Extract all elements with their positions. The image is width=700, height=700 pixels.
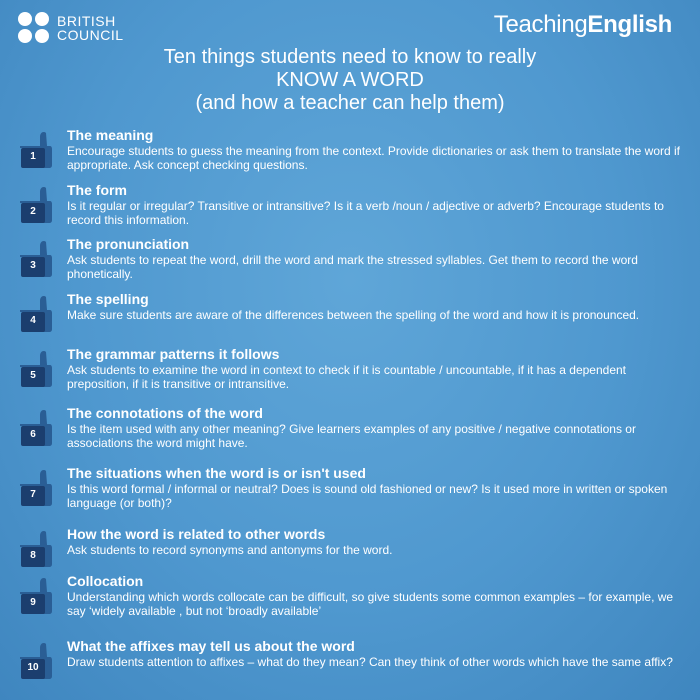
- item-title: The grammar patterns it follows: [67, 346, 280, 362]
- item-description: Understanding which words collocate can be difficult, so give students some common examples – for example, we say ‘widely available , but not ‘broadly available’: [67, 590, 674, 618]
- item-number: 9: [30, 597, 36, 608]
- item-title: How the word is related to other words: [67, 526, 326, 542]
- item-title: The form: [67, 182, 127, 198]
- item-number: 3: [30, 260, 36, 271]
- thumbs-up-icon: [18, 575, 52, 615]
- item-number: 5: [30, 370, 36, 381]
- brand-part-2: English: [587, 11, 672, 38]
- item-number: 7: [30, 489, 36, 500]
- item-number: 1: [30, 151, 36, 162]
- thumbs-up-icon: [18, 293, 52, 333]
- title-line-1: Ten things students need to know to really: [163, 46, 537, 68]
- item-title: Collocation: [67, 573, 144, 589]
- org-line-2: COUNCIL: [57, 26, 124, 43]
- item-title: The spelling: [67, 291, 149, 307]
- item-description: Ask students to repeat the word, drill the word and mark the stressed syllables. Get them to record the word phonetically.: [67, 253, 638, 281]
- item-number: 8: [30, 550, 36, 561]
- thumbs-up-icon: [18, 407, 52, 447]
- item-description: Encourage students to guess the meaning from the context. Provide dictionaries or ask them to translate the word if appropriate. Ask concept checking questions.: [67, 144, 680, 172]
- title-line-2: KNOW A WORD: [276, 69, 424, 91]
- item-number: 6: [30, 429, 36, 440]
- item-description: Make sure students are aware of the differences between the spelling of the word and how it is pronounced.: [67, 308, 640, 322]
- item-description: Is it regular or irregular? Transitive or intransitive? Is it a verb /noun / adjective or adverb? Encourage students to record this information.: [67, 199, 664, 227]
- thumbs-up-icon: [18, 238, 52, 278]
- brand-part-1: Teaching: [493, 11, 588, 38]
- item-number: 10: [27, 662, 39, 673]
- item-title: The situations when the word is or isn't used: [67, 465, 366, 481]
- org-line-1: BRITISH: [57, 12, 116, 29]
- thumbs-up-icon: [18, 184, 52, 224]
- item-description: Is the item used with any other meaning? Give learners examples of any positive / negative connotations or associations the word might have.: [67, 422, 636, 450]
- item-title: What the affixes may tell us about the word: [67, 638, 355, 654]
- item-title: The pronunciation: [67, 236, 190, 252]
- item-title: The meaning: [67, 127, 154, 143]
- item-description: Ask students to record synonyms and antonyms for the word.: [67, 543, 393, 557]
- item-description: Ask students to examine the word in context to check if it is countable / uncountable, if it has a dependent preposition, if it is transitive or intransitive.: [67, 363, 627, 391]
- title-line-3: (and how a teacher can help them): [195, 92, 505, 114]
- thumbs-up-icon: [18, 467, 52, 507]
- thumbs-up-icon: [18, 129, 52, 169]
- thumbs-up-icon: [18, 348, 52, 388]
- item-number: 2: [30, 206, 36, 217]
- item-description: Draw students attention to affixes – what do they mean? Can they think of other words which have the same affix?: [67, 655, 673, 669]
- item-number: 4: [30, 315, 36, 326]
- item-description: Is this word formal / informal or neutral? Does is sound old fashioned or new? Is it used more in written or spoken language (or both)?: [67, 482, 668, 510]
- item-title: The connotations of the word: [67, 405, 263, 421]
- thumbs-up-icon: [18, 640, 52, 680]
- thumbs-up-icon: [18, 528, 52, 568]
